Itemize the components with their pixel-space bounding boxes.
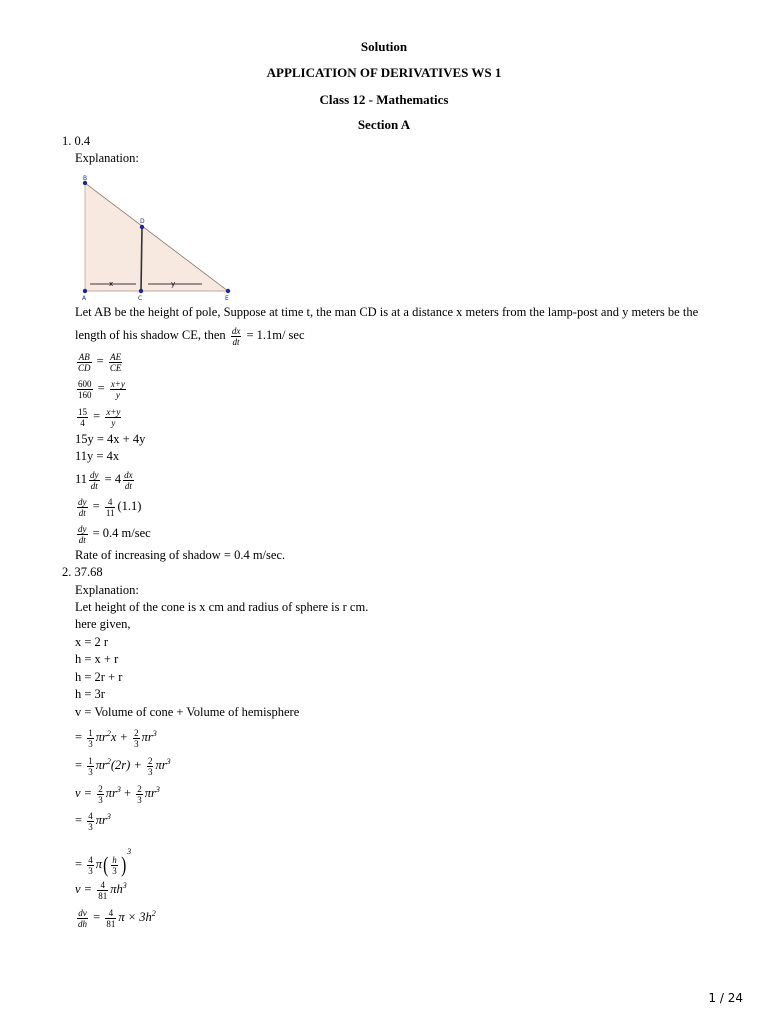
point-e	[226, 289, 230, 293]
q1-para-line2	[75, 323, 305, 347]
q1-eq3: 11 $\frac{dy}{dt}$ = 4 $\frac{dx}{dt}$	[75, 469, 133, 491]
q1-ratio-3: $\frac{15}{4}$ = $\frac{x+y}{y}$	[78, 406, 121, 428]
worksheet-title: APPLICATION OF DERIVATIVES WS 1	[266, 65, 502, 80]
point-d	[140, 225, 144, 229]
q1-para-line2-text: length of his shadow CE, then	[75, 328, 226, 342]
dxdt-fraction: $\frac{dx}{dt}$	[231, 325, 241, 347]
q1-rate-given: = 1.1m/ sec	[246, 328, 305, 342]
q2-answer: 2. 37.68	[62, 565, 103, 579]
q2-math4: = $\frac{4}{3}$ $\pi r^3$	[75, 810, 111, 832]
page-title: Solution	[360, 39, 408, 54]
label-a: A	[82, 295, 87, 302]
q1-ratio-1: $\frac{AB}{CD}$ = $\frac{AE}{CE}$	[78, 351, 122, 373]
man-cd-line	[141, 227, 142, 291]
q2-math1: = $\frac{1}{3}$ $\pi r^2x$ + $\frac{2}{3}$ $\pi r^3$	[75, 727, 157, 749]
q1-conclusion: Rate of increasing of shadow = 0.4 m/sec.	[75, 548, 286, 562]
q1-para-line1: Let AB be the height of pole, Suppose at time t, the man CD is at a distance x meters from the lamp-post and y meters be the	[75, 305, 699, 319]
label-b: B	[83, 175, 88, 182]
q1-answer: 1. 0.4	[62, 134, 91, 148]
q2-line6: h = 3r	[75, 687, 105, 701]
section-heading: Section A	[357, 117, 411, 132]
q1-triangle-figure	[78, 174, 238, 302]
label-d: D	[140, 218, 145, 225]
label-e: E	[225, 295, 229, 302]
q2-explanation-label: Explanation:	[75, 583, 139, 597]
label-y: y	[171, 280, 176, 288]
q2-line2: here given,	[75, 617, 131, 631]
q2-line4: h = x + r	[75, 652, 119, 666]
q2-line1: Let height of the cone is x cm and radius of sphere is r cm.	[75, 600, 369, 614]
label-c: C	[138, 295, 143, 302]
q2-line3: x = 2 r	[75, 635, 109, 649]
q2-math6: v = $\frac{4}{81}$ $\pi h^3$	[75, 879, 127, 901]
q1-explanation-label: Explanation:	[75, 151, 139, 165]
q1-eq5: $\frac{dy}{dt}$ = 0.4 m/sec	[78, 523, 151, 545]
q1-eq4: $\frac{dy}{dt}$ = $\frac{4}{11}$ (1.1)	[78, 496, 142, 518]
class-line: Class 12 - Mathematics	[319, 92, 449, 107]
label-x: x	[109, 280, 114, 288]
q2-math3: v = $\frac{2}{3}$ $\pi r^3$ + $\frac{2}{3}$ $\pi r^3$	[75, 783, 160, 805]
page-indicator: 1 / 24	[708, 991, 743, 1005]
q2-math5: = $\frac{4}{3}$ π( $\frac{h}{3}$ )$^3$	[75, 847, 132, 878]
q2-math7: $\frac{dv}{dh}$ = $\frac{4}{81}$ $\pi \times 3h^2$	[78, 907, 156, 929]
point-a	[83, 289, 87, 293]
point-c	[139, 289, 143, 293]
q2-line5: h = 2r + r	[75, 670, 123, 684]
q2-line7: v = Volume of cone + Volume of hemisphere	[75, 705, 300, 719]
q1-eq1: 15y = 4x + 4y	[75, 432, 146, 446]
q1-eq2: 11y = 4x	[75, 449, 120, 463]
q1-ratio-2: $\frac{600}{160}$ = $\frac{x+y}{y}$	[78, 378, 125, 400]
q2-math2: = $\frac{1}{3}$ $\pi r^2(2r)$ + $\frac{2}{3}$ $\pi r^3$	[75, 755, 171, 777]
